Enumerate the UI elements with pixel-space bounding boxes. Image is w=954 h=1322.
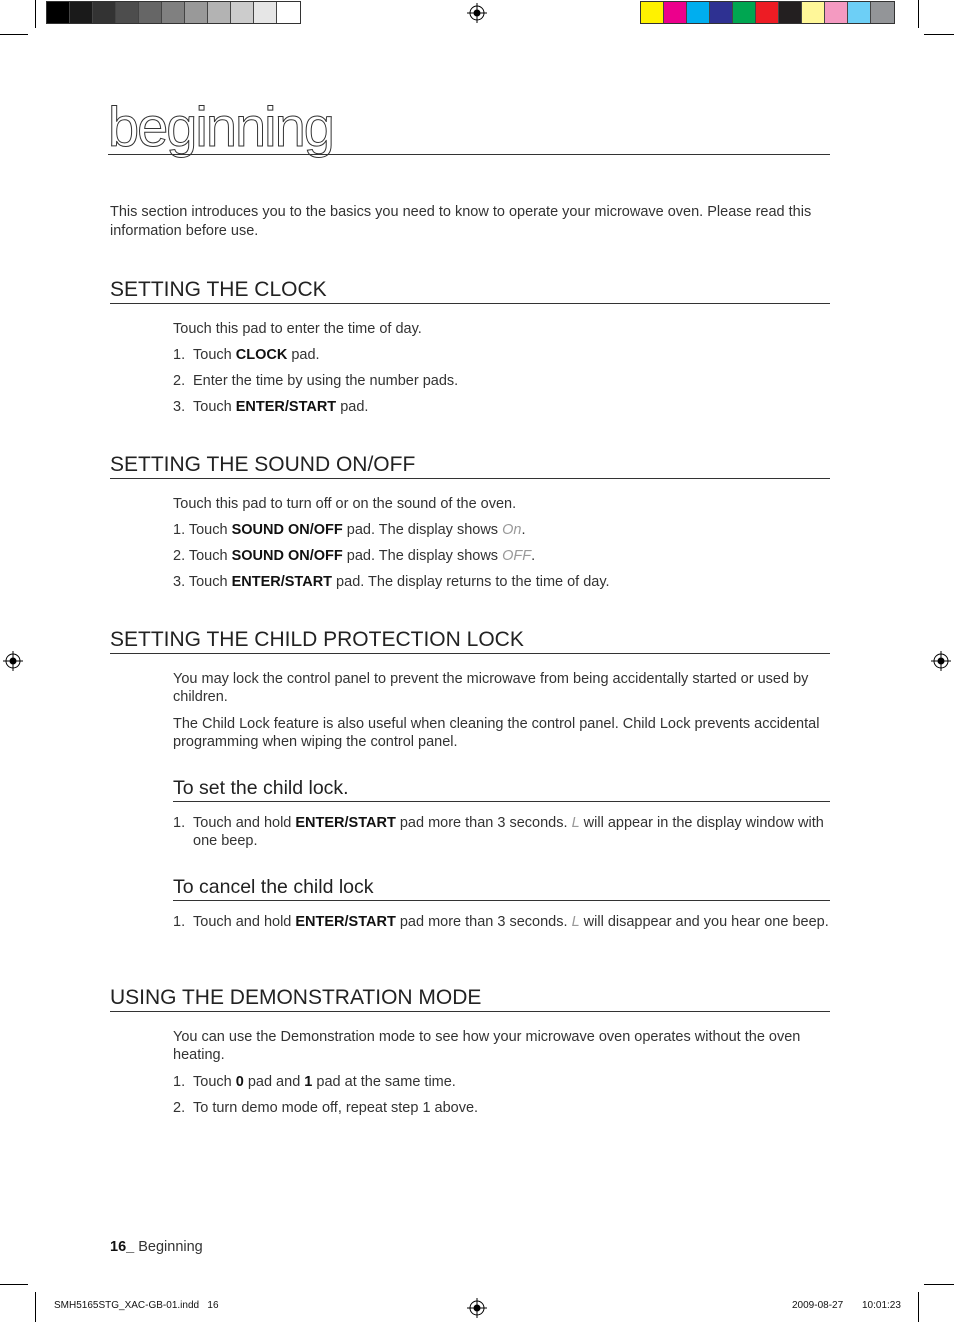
step-text: Enter the time by using the number pads. [193, 373, 459, 389]
step-text: Touch and hold [193, 914, 296, 930]
crop-mark [0, 34, 28, 35]
color-swatch [277, 2, 300, 23]
section-heading-demo: USING THE DEMONSTRATION MODE [110, 986, 830, 1012]
pad-name: SOUND ON/OFF [231, 548, 343, 564]
subheading-set-child-lock: To set the child lock. [173, 777, 830, 802]
list-item [173, 372, 830, 390]
step-text: pad. [336, 399, 369, 415]
list-item [173, 814, 830, 850]
display-value: OFF [502, 548, 532, 564]
step-text: pad. [287, 347, 320, 363]
step-text: Touch [193, 347, 236, 363]
color-swatch [641, 2, 664, 23]
page-section-label: Beginning [134, 1239, 203, 1255]
color-swatch [710, 2, 733, 23]
sound-description: Touch this pad to turn off or on the sound of the oven. [173, 496, 517, 512]
color-swatch [254, 2, 277, 23]
list-item [173, 547, 830, 565]
color-swatch [825, 2, 848, 23]
crop-mark [0, 1284, 28, 1285]
slug-filename: SMH5165STG_XAC-GB-01.indd 16 [54, 1300, 219, 1311]
step-text: pad more than 3 seconds. [395, 914, 572, 930]
child-lock-paragraph-1: You may lock the control panel to prevent the microwave from being accidentally started or used by children. [173, 671, 809, 705]
step-number: 1. [173, 347, 186, 363]
crop-mark [924, 1284, 954, 1285]
section-heading-child-lock: SETTING THE CHILD PROTECTION LOCK [110, 628, 830, 654]
color-swatch [802, 2, 825, 23]
page-footer [110, 1239, 203, 1255]
crop-mark [924, 34, 954, 35]
color-swatch [756, 2, 779, 23]
step-text: 2. Touch [173, 548, 232, 564]
step-text: 3. Touch [173, 574, 232, 590]
color-swatch [70, 2, 93, 23]
step-number: 1. [173, 815, 186, 831]
color-swatch [848, 2, 871, 23]
color-swatch [208, 2, 231, 23]
page-title: beginning [108, 98, 830, 155]
step-text: To turn demo mode off, repeat step 1 above. [193, 1100, 479, 1116]
child-lock-paragraph-2: The Child Lock feature is also useful when cleaning the control panel. Child Lock prevents accidental programming when wiping the control panel. [173, 716, 820, 750]
step-number: 1. [173, 1074, 186, 1090]
step-number: 2. [173, 373, 186, 389]
step-text: will disappear and you hear one beep. [579, 914, 829, 930]
step-text: 1. Touch [173, 522, 232, 538]
color-swatch [664, 2, 687, 23]
page-number: 16_ [110, 1239, 135, 1255]
display-value: L [571, 914, 580, 930]
color-swatch [871, 2, 894, 23]
step-text: . [531, 548, 536, 564]
subheading-cancel-child-lock: To cancel the child lock [173, 876, 830, 901]
list-item [173, 573, 830, 591]
registration-mark-icon [931, 651, 951, 671]
step-text: pad at the same time. [312, 1074, 456, 1090]
step-number: 3. [173, 399, 186, 415]
step-text: . [521, 522, 526, 538]
color-swatch [687, 2, 710, 23]
display-value: L [571, 815, 580, 831]
pad-name: 1 [304, 1074, 313, 1090]
step-text: pad. The display returns to the time of day. [332, 574, 610, 590]
crop-mark [918, 1292, 919, 1322]
color-swatch [116, 2, 139, 23]
pad-name: ENTER/START [295, 815, 396, 831]
step-text: Touch [193, 1074, 236, 1090]
color-swatch [733, 2, 756, 23]
crop-mark [35, 0, 36, 28]
crop-mark [35, 1292, 36, 1322]
color-swatch [779, 2, 802, 23]
color-swatch [162, 2, 185, 23]
pad-name: ENTER/START [235, 399, 337, 415]
demo-description: You can use the Demonstration mode to see how your microwave oven operates without the oven heating. [173, 1029, 801, 1063]
list-item [173, 1073, 830, 1091]
pad-name: CLOCK [235, 347, 288, 363]
step-text: pad. The display shows [342, 522, 503, 538]
step-text: Touch and hold [193, 815, 296, 831]
step-text: pad and [243, 1074, 305, 1090]
list-item [173, 398, 830, 416]
display-value: On [502, 522, 522, 538]
intro-paragraph: This section introduces you to the basics you need to know to operate your microwave oven. Please read this information before use. [110, 204, 812, 239]
list-item [173, 521, 830, 539]
step-text: pad more than 3 seconds. [395, 815, 572, 831]
grayscale-color-bar [46, 1, 301, 24]
step-number: 1. [173, 914, 186, 930]
color-swatch [93, 2, 116, 23]
list-item [173, 346, 830, 364]
color-swatch [47, 2, 70, 23]
section-heading-clock: SETTING THE CLOCK [110, 278, 830, 304]
section-heading-sound: SETTING THE SOUND ON/OFF [110, 453, 830, 479]
registration-mark-icon [467, 3, 487, 23]
color-swatch [231, 2, 254, 23]
color-swatch [185, 2, 208, 23]
list-item [173, 913, 830, 931]
registration-mark-icon [3, 651, 23, 671]
step-text: will appear in the display window with one beep. [193, 815, 824, 849]
pad-name: 0 [235, 1074, 244, 1090]
step-text: pad. The display shows [342, 548, 503, 564]
process-color-bar [640, 1, 895, 24]
color-swatch [139, 2, 162, 23]
slug-date: 2009-08-27 [792, 1300, 844, 1311]
clock-description: Touch this pad to enter the time of day. [173, 321, 422, 337]
pad-name: SOUND ON/OFF [231, 522, 343, 538]
step-text: Touch [193, 399, 236, 415]
pad-name: ENTER/START [295, 914, 396, 930]
list-item [173, 1099, 830, 1117]
slug-time: 10:01:23 [862, 1300, 901, 1311]
registration-mark-icon [467, 1298, 487, 1318]
step-number: 2. [173, 1100, 186, 1116]
pad-name: ENTER/START [231, 574, 333, 590]
crop-mark [918, 0, 919, 28]
